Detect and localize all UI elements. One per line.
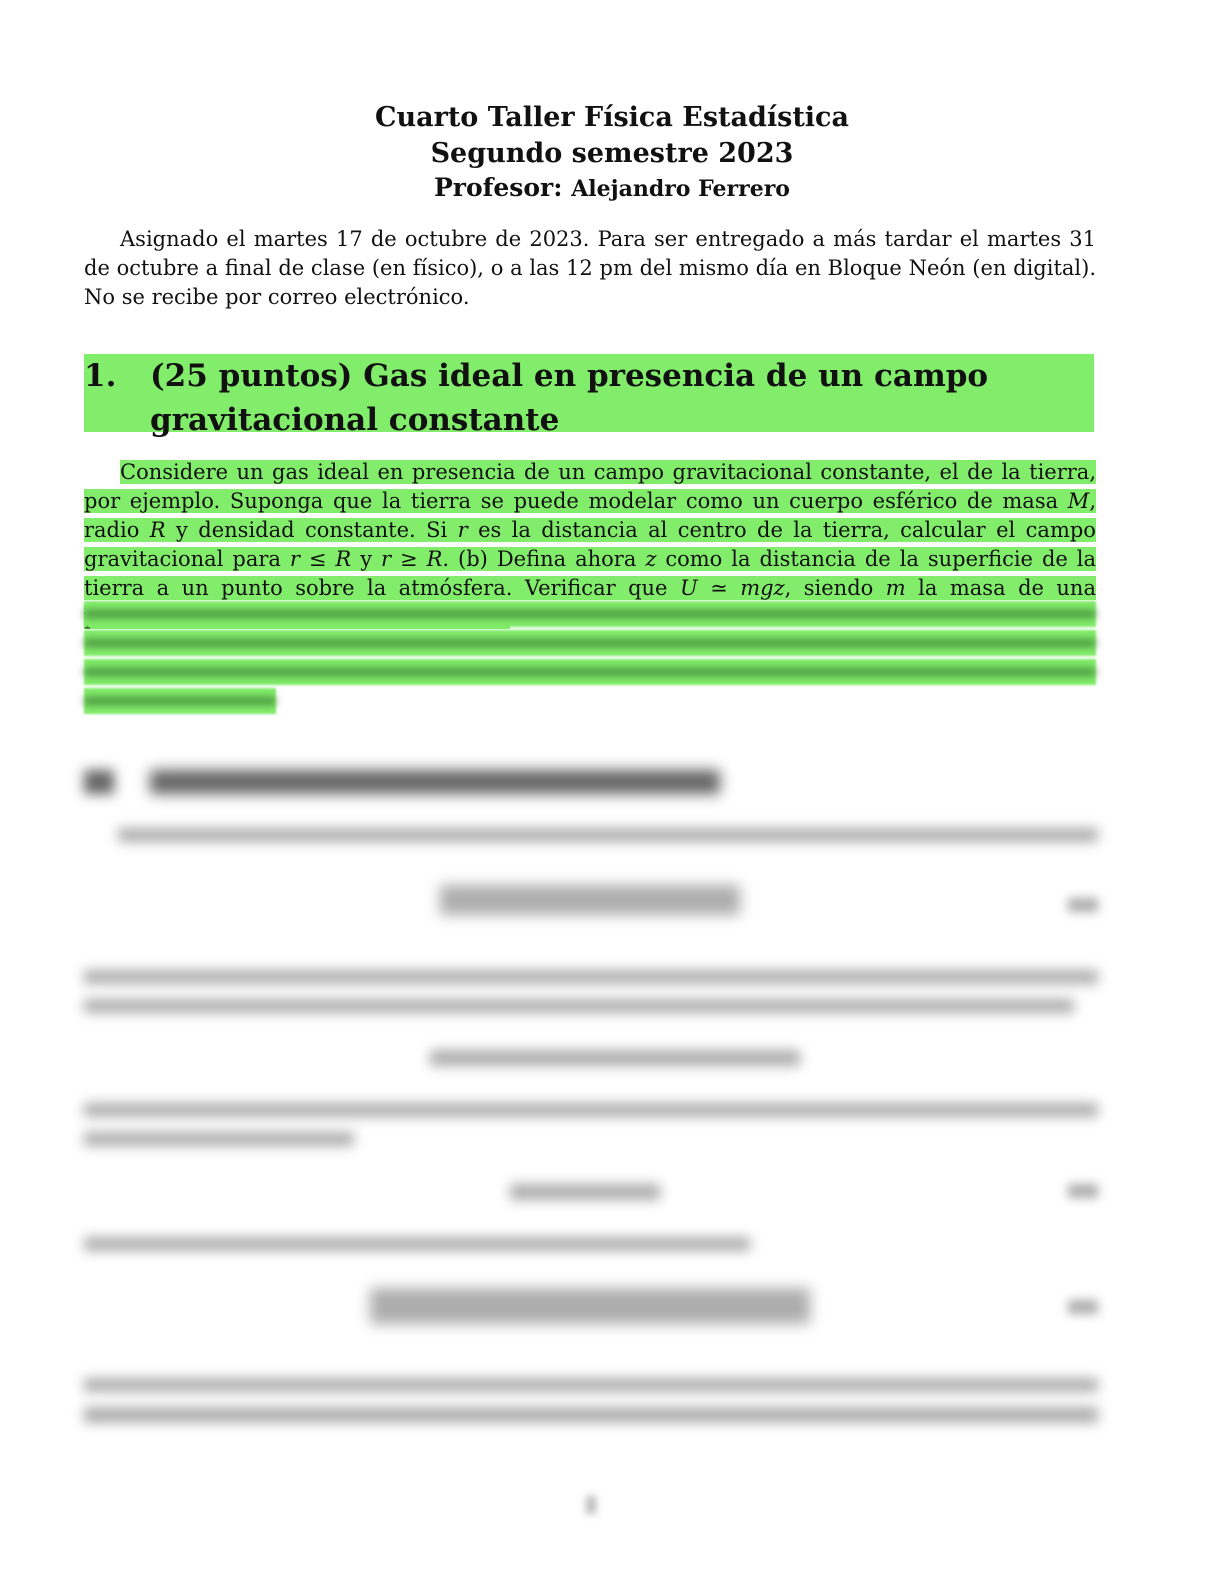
professor-label: Profesor:	[434, 173, 563, 202]
section-1-title: (25 puntos) Gas ideal en presencia de un campo gravitacional constante	[150, 358, 989, 438]
section-1-number: 1.	[84, 358, 117, 394]
highlighted-text: Considere un gas ideal en presencia de un campo gravitacional constante, el de la tierra, por ejemplo. Suponga que la tierra se puede modelar como un cuerpo esférico de masa M, radio R y densidad constante. Si r es la distancia al centro de la tierra, calcular el campo gravitacional para r ≤ R y r ≥ R. (b) Defina ahora z como la distancia de la superficie de la tierra a un punto sobre la atmósfera. Verificar que U ≃ mgz, siendo m la masa de una	[84, 460, 1096, 629]
section-1-heading	[84, 354, 1094, 438]
semester-line: Segundo semestre 2023	[430, 138, 794, 169]
page-number-blurred	[586, 1496, 596, 1514]
title-block	[0, 100, 1224, 205]
professor-line	[0, 172, 1224, 205]
blurred-highlighted-lines	[84, 601, 1096, 714]
professor-name: Alejandro Ferrero	[571, 176, 790, 202]
intro-paragraph: Asignado el martes 17 de octubre de 2023. Para ser entregado a más tardar el martes 31 de octubre a final de clase (en físico), o a las 12 pm del mismo día en Bloque Neón (en digital). No se recibe por correo electrónico.	[84, 227, 1096, 309]
document-title: Cuarto Taller Física Estadística	[374, 102, 849, 133]
